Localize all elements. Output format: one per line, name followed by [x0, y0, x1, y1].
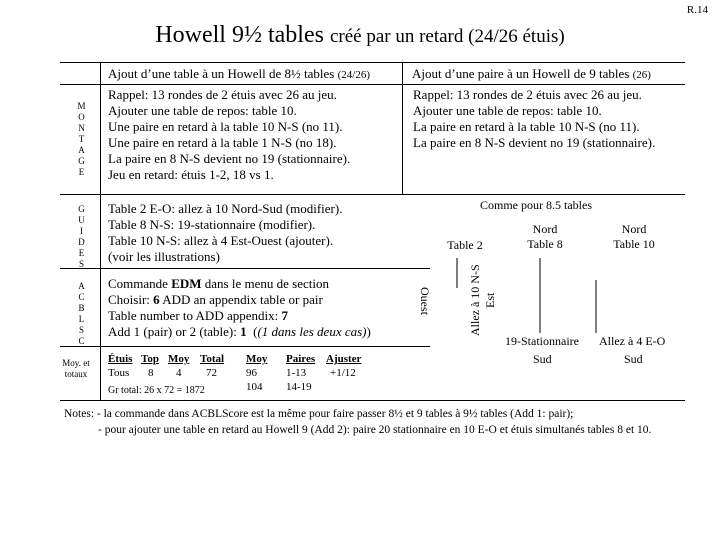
- table8-north: Nord: [532, 222, 558, 236]
- rule-middle: [402, 62, 403, 194]
- side-label-letter: O: [78, 112, 86, 122]
- acblsc-line-1: [108, 276, 371, 292]
- montage-left-line: Ajouter une table de repos: table 10.: [108, 103, 297, 118]
- rule-header: [60, 84, 685, 85]
- moy2-cell: +1/12: [330, 367, 356, 379]
- moy2-cell: 104: [246, 381, 263, 393]
- stationnaire-label: 19-Stationnaire: [505, 334, 579, 348]
- side-label-letter: C: [78, 292, 86, 302]
- moy-table-header: [108, 352, 228, 366]
- montage-left-line: Une paire en retard à la table 1 N-S (no 18).: [108, 135, 337, 150]
- side-label-letter: L: [78, 314, 86, 324]
- acblsc-text: Commande: [108, 276, 172, 291]
- montage-right-line: La paire en retard à la table 10 N-S (no 11).: [413, 119, 640, 134]
- moy-gr-total: Gr total: 26 x 72 = 1872: [108, 385, 205, 396]
- notes-line-2: - pour ajouter une table en retard au Howell 9 (Add 2): paire 20 stationnaire en 10 E-O et étuis simultanés tables 8 et 10.: [98, 424, 652, 436]
- right-header-text: Ajout d’une paire à un Howell de 9 tables: [412, 66, 630, 81]
- allez10-label: Allez à 10 N-S: [468, 264, 482, 336]
- side-label-letter: T: [78, 134, 86, 144]
- side-label-guides: [76, 204, 88, 270]
- acblsc-line-4: Add 1 (pair) or 2 (table): 1 ((1 dans les deux cas)): [108, 324, 371, 339]
- sud-label-1: Sud: [533, 352, 552, 366]
- rule-guides: [60, 268, 430, 269]
- right-header-suffix: (26): [632, 69, 651, 81]
- left-column-header: [108, 66, 370, 82]
- illustration-caption: Comme pour 8.5 tables: [480, 198, 592, 212]
- side-label-letter: S: [78, 259, 85, 269]
- acblsc-italic: (1 dans les deux cas): [257, 324, 367, 339]
- side-label-letter: A: [78, 281, 86, 291]
- moy2-col-header: Paires: [286, 353, 316, 365]
- montage-right-line: Ajouter une table de repos: table 10.: [413, 103, 602, 118]
- acblsc-block: [108, 276, 371, 340]
- allez4-label: Allez à 4 E-O: [599, 334, 666, 348]
- table10-name: Table 10: [613, 237, 655, 251]
- sud-label-2: Sud: [624, 352, 643, 366]
- left-header-suffix: (24/26): [337, 69, 370, 81]
- acblsc-text: dans le menu de section: [201, 276, 329, 291]
- montage-left-line: Rappel: 13 rondes de 2 étuis avec 26 au jeu.: [108, 87, 337, 102]
- montage-left-line: Une paire en retard à la table 10 N-S (no 11).: [108, 119, 343, 134]
- moy-table-2-row: [246, 380, 376, 394]
- side-label-letter: G: [78, 204, 86, 214]
- side-label-letter: M: [77, 101, 87, 111]
- notes: [64, 406, 651, 438]
- acblsc-bold: EDM: [171, 276, 202, 291]
- acblsc-text: Table number to ADD appendix:: [108, 308, 282, 323]
- page-number: R.14: [686, 4, 708, 16]
- acblsc-text: Choisir:: [108, 292, 154, 307]
- side-label-letter: N: [78, 123, 86, 133]
- side-label-letter: B: [78, 303, 86, 313]
- side-label-letter: G: [78, 156, 86, 166]
- montage-left-line: La paire en 8 N-S devient no 19 (stationnaire).: [108, 151, 351, 166]
- moy-table: [108, 352, 228, 398]
- moy-cell: 4: [176, 367, 182, 379]
- moy-table-2-header: [246, 352, 376, 366]
- table8-name: Table 8: [527, 237, 563, 251]
- side-label-letter: D: [78, 237, 86, 247]
- montage-right: [413, 87, 655, 151]
- montage-left-line: Jeu en retard: étuis 1-2, 18 vs 1.: [108, 167, 274, 182]
- movement-arrows: [420, 240, 620, 340]
- acblsc-line-3: [108, 308, 371, 324]
- rule-acblsc: [60, 346, 430, 347]
- acblsc-bold: 1: [240, 324, 247, 339]
- left-header-text: Ajout d’une table à un Howell de 8½ tables: [108, 66, 335, 81]
- table10-north: Nord: [621, 222, 647, 236]
- side-label-letter: C: [78, 336, 86, 346]
- side-label-letter: E: [78, 248, 86, 258]
- moy2-cell: 96: [246, 367, 257, 379]
- moy-col-header: Étuis: [108, 353, 133, 365]
- notes-line-1: Notes: - la commande dans ACBLScore est la même pour faire passer 8½ et 9 tables à 9½ tables (Add 1: pair);: [64, 408, 574, 420]
- montage-left: [108, 87, 350, 183]
- rule-bottom: [60, 400, 685, 401]
- est-label: Est: [483, 292, 497, 308]
- title-main: Howell 9½ tables: [155, 22, 324, 48]
- rule-montage: [60, 194, 685, 195]
- acblsc-text: ADD an appendix table or pair: [159, 292, 323, 307]
- montage-right-line: La paire en 8 N-S devient no 19 (stationnaire).: [413, 135, 656, 150]
- title-sub: créé par un retard (24/26 étuis): [329, 26, 565, 47]
- moy-col-header: Moy: [168, 353, 190, 365]
- moy-col-header: Total: [200, 353, 225, 365]
- acblsc-line-2: [108, 292, 371, 308]
- side-label-moy: Moy. et totaux: [62, 358, 90, 379]
- side-label-letter: E: [78, 167, 86, 177]
- side-label-letter: I: [80, 226, 84, 236]
- acblsc-bold: 7: [281, 308, 288, 323]
- side-label-acblsc: [76, 281, 88, 347]
- moy2-col-header: Moy: [246, 353, 268, 365]
- montage-right-line: Rappel: 13 rondes de 2 étuis avec 26 au jeu.: [413, 87, 642, 102]
- guides-line: Table 8 N-S: 19-stationnaire (modifier).: [108, 217, 316, 232]
- page-title: [0, 22, 720, 49]
- guides-line: Table 2 E-O: allez à 10 Nord-Sud (modifier).: [108, 201, 343, 216]
- acblsc-bold: 6: [153, 292, 160, 307]
- side-label-montage: [76, 101, 88, 178]
- rule-side: [100, 62, 101, 400]
- guides-block: [108, 201, 342, 265]
- ouest-label: Ouest: [418, 287, 432, 315]
- moy-cell: 8: [148, 367, 154, 379]
- acblsc-text: Add 1 (pair) or 2 (table):: [108, 324, 241, 339]
- moy2-cell: 1-13: [286, 367, 307, 379]
- side-label-letter: A: [78, 145, 86, 155]
- moy-table-2-row: [246, 366, 376, 380]
- moy2-col-header: Ajuster: [326, 353, 362, 365]
- rule-top: [60, 62, 685, 63]
- guides-line: Table 10 N-S: allez à 4 Est-Ouest (ajouter).: [108, 233, 334, 248]
- table2-label: Table 2: [447, 238, 483, 252]
- moy2-cell: 14-19: [286, 381, 312, 393]
- guides-line: (voir les illustrations): [108, 249, 220, 264]
- moy-table-2: [246, 352, 376, 394]
- right-column-header: [412, 66, 651, 82]
- moy-col-header: Top: [141, 353, 159, 365]
- moy-cell: 72: [206, 367, 217, 379]
- moy-table-row: [108, 366, 228, 380]
- moy-cell: Tous: [108, 367, 130, 379]
- side-label-letter: S: [78, 325, 85, 335]
- side-label-letter: U: [78, 215, 86, 225]
